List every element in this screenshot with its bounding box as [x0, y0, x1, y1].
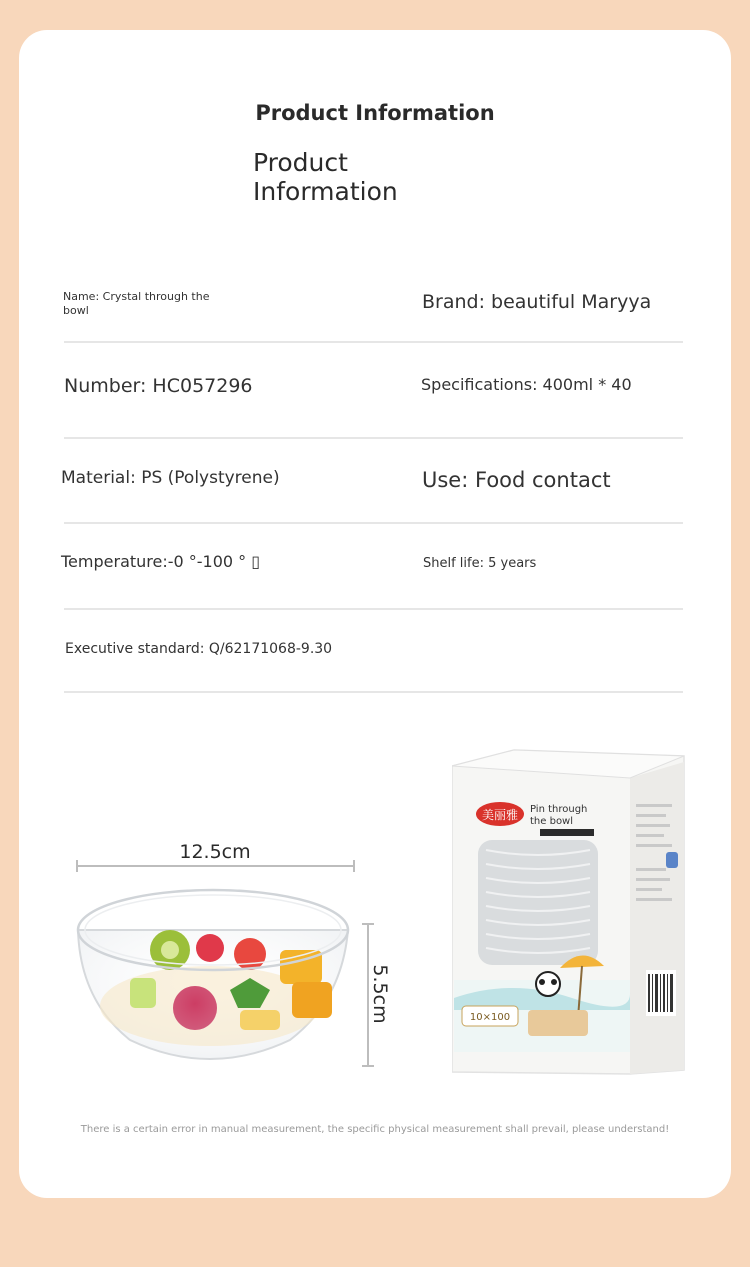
spec-specifications: Specifications: 400ml * 40: [421, 375, 632, 394]
divider: [64, 522, 683, 524]
svg-text:美丽雅: 美丽雅: [481, 808, 519, 822]
spec-use: Use: Food contact: [422, 468, 611, 492]
package-box: [452, 748, 688, 1078]
spec-brand: Brand: beautiful Maryya: [422, 291, 652, 313]
spec-material: Material: PS (Polystyrene): [61, 468, 280, 488]
measurement-disclaimer: There is a certain error in manual measurement, the specific physical measurement shall prevail, please understand!: [80, 1124, 670, 1135]
package-product-line2: the bowl: [530, 816, 574, 827]
package-product-line1: Pin through: [530, 804, 588, 815]
page-title: Product Information: [255, 101, 495, 125]
bowl-illustration: [60, 820, 400, 1080]
spec-number: Number: HC057296: [64, 375, 253, 397]
divider: [64, 341, 683, 343]
height-label: 5.5cm: [369, 964, 391, 1024]
spec-name: Name: Crystal through the bowl: [63, 290, 210, 317]
svg-text:10×100: 10×100: [469, 1012, 511, 1023]
divider: [64, 437, 683, 439]
divider: [64, 691, 683, 693]
spec-shelf-life: Shelf life: 5 years: [423, 556, 537, 571]
panda-icon: [536, 972, 560, 996]
quantity-badge: [462, 1006, 518, 1026]
qs-mark-icon: [666, 852, 678, 868]
divider: [64, 608, 683, 610]
section-subtitle: Product Information: [253, 148, 398, 206]
brand-logo: [476, 802, 524, 826]
spec-executive-standard: Executive standard: Q/62171068-9.30: [65, 641, 333, 657]
package-window: [478, 840, 598, 965]
barcode-icon: [646, 970, 676, 1016]
spec-temperature: Temperature:-0 °-100 ° ▯: [61, 552, 261, 571]
width-label: 12.5cm: [179, 841, 251, 863]
